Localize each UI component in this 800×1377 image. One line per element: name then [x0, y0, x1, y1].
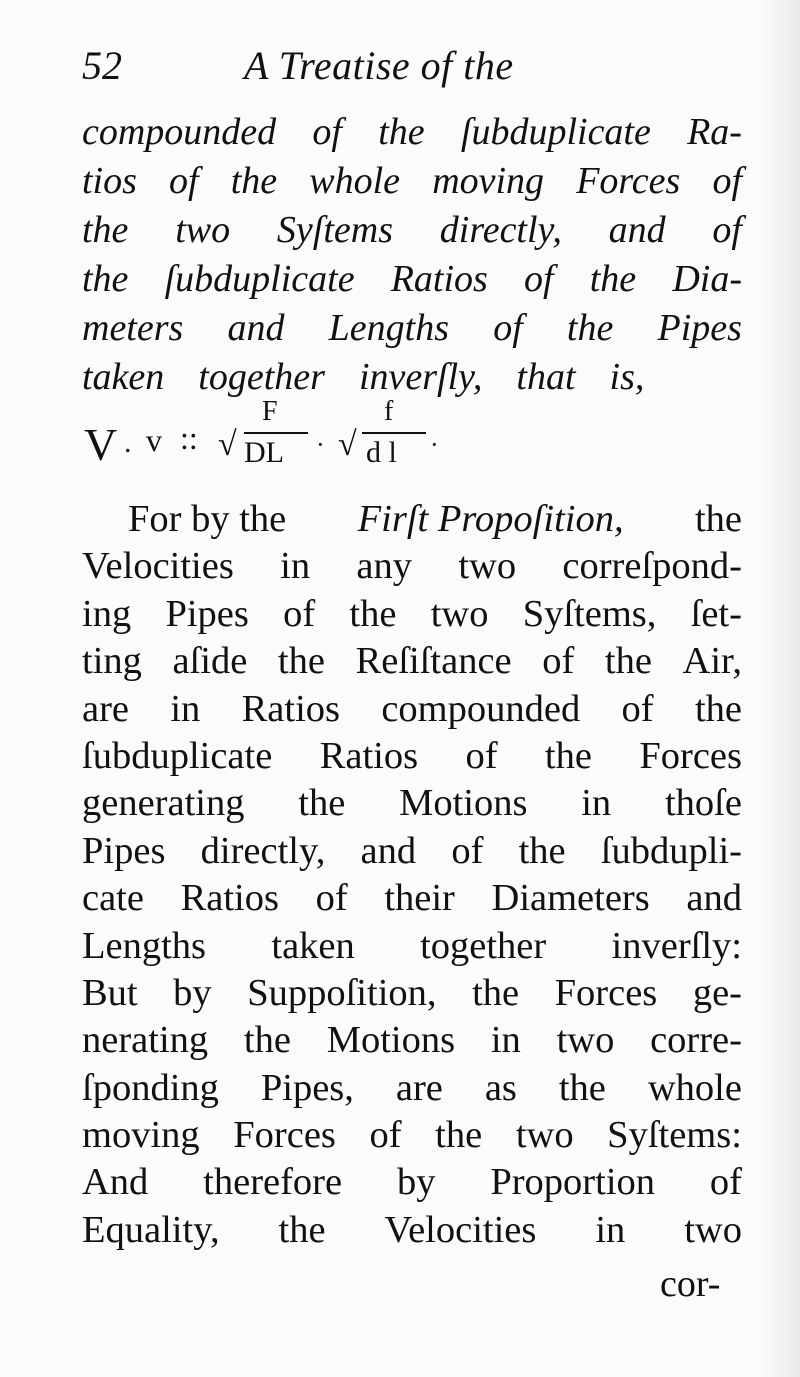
paragraph-line — [82, 875, 742, 922]
word: nerating — [82, 1019, 209, 1062]
word: the — [518, 829, 566, 872]
word: ſubduplicate — [460, 111, 651, 153]
word: of — [524, 258, 554, 300]
paragraph-line — [82, 1065, 742, 1112]
word: of — [712, 160, 742, 202]
word: ing — [82, 592, 132, 635]
paragraph-line — [82, 638, 742, 685]
numerator-f: f — [384, 396, 394, 427]
word: Syſtems, — [522, 592, 657, 635]
word: directly, — [200, 829, 326, 872]
italic-line — [82, 108, 742, 157]
sqrt-symbol: √ — [218, 426, 237, 463]
word: taken — [82, 356, 165, 398]
word: ting — [82, 640, 142, 683]
formula-dot: . — [124, 426, 132, 459]
word: the — [82, 258, 129, 300]
fraction-bar — [244, 432, 308, 434]
word: in — [581, 782, 612, 825]
word: the — [277, 640, 325, 683]
word: Lengths — [82, 924, 207, 967]
paragraph-lines — [82, 543, 742, 1254]
formula — [84, 396, 504, 486]
word: the — [544, 734, 592, 777]
word: moving — [432, 160, 545, 202]
word: are — [82, 687, 129, 730]
word: Ratios — [241, 687, 341, 730]
word: two — [684, 1208, 742, 1251]
word: the — [435, 1114, 483, 1157]
word: inverſly, — [358, 356, 483, 398]
denominator-DL: DL — [244, 436, 284, 469]
paragraph-line — [82, 543, 742, 590]
word: the — [243, 1019, 291, 1062]
word: in — [280, 545, 311, 588]
text-run: the — [694, 498, 742, 540]
word: and — [360, 829, 417, 872]
word: of — [712, 209, 742, 251]
formula-dot: · — [316, 430, 325, 459]
word: two — [430, 592, 489, 635]
word: thoſe — [664, 782, 742, 825]
word: the — [278, 1208, 326, 1251]
italic-line — [82, 304, 742, 353]
paragraph-line — [82, 1207, 742, 1254]
word: therefore — [203, 1161, 343, 1204]
word: that — [516, 356, 576, 398]
word: compounded — [381, 687, 581, 730]
word: the — [82, 209, 129, 251]
word: Motions — [326, 1019, 456, 1062]
word: Dia- — [672, 258, 742, 300]
catchword: cor- — [660, 1263, 721, 1305]
word: And — [82, 1161, 149, 1204]
word: by — [396, 1161, 436, 1204]
paragraph-line — [82, 591, 742, 638]
word: Proportion — [490, 1161, 656, 1204]
numerator-F: F — [262, 396, 278, 427]
word: Pipes, — [260, 1066, 354, 1109]
word: ſet- — [690, 592, 742, 635]
word: of — [451, 829, 484, 872]
formula-dot: · — [430, 430, 439, 459]
italic-line — [82, 353, 742, 402]
word: the — [472, 971, 520, 1014]
word: Ratios — [390, 258, 488, 300]
word: of — [283, 592, 316, 635]
word: together — [420, 924, 547, 967]
italic-line — [82, 255, 742, 304]
word: and — [608, 209, 666, 251]
running-title: A Treatise of the — [244, 43, 514, 88]
formula-V: V — [84, 419, 118, 470]
word: Syſtems — [276, 209, 393, 251]
paragraph-line — [82, 1017, 742, 1064]
word: ſubduplicate — [82, 734, 273, 777]
word: as — [484, 1066, 517, 1109]
word: Suppoſition, — [247, 971, 437, 1014]
word: moving — [82, 1114, 200, 1157]
word: of — [465, 734, 498, 777]
fraction-bar — [362, 432, 426, 434]
word: Reſiſtance — [355, 640, 512, 683]
word: by — [173, 971, 212, 1014]
word: Forces — [576, 160, 681, 202]
word: aſide — [172, 640, 248, 683]
word: But — [82, 971, 138, 1014]
paragraph-line — [82, 733, 742, 780]
word: taken — [271, 924, 355, 967]
word: tios — [82, 160, 137, 202]
word: and — [686, 877, 742, 920]
page-header — [82, 42, 742, 92]
word: ſubdupli- — [600, 829, 742, 872]
formula-v: v — [146, 422, 162, 458]
word: their — [384, 877, 455, 920]
word: generating — [82, 782, 245, 825]
denominator-dl: d l — [366, 436, 397, 469]
word: Forces — [554, 971, 658, 1014]
word: Forces — [233, 1114, 336, 1157]
word: Velocities — [384, 1208, 537, 1251]
paragraph-line — [82, 1112, 742, 1159]
page-edge-shadow — [760, 0, 800, 1377]
word: in — [490, 1019, 521, 1062]
word: of — [312, 111, 342, 153]
word: are — [395, 1066, 443, 1109]
word: the — [566, 307, 614, 349]
word: two — [556, 1019, 615, 1062]
word: inverſly: — [611, 924, 742, 967]
word: of — [493, 307, 523, 349]
paragraph-line — [82, 970, 742, 1017]
word: Ratios — [180, 877, 279, 920]
text-run: For by the — [128, 498, 287, 540]
word: Ra- — [687, 111, 742, 153]
paragraph-line — [82, 1159, 742, 1206]
word: any — [356, 545, 412, 588]
paragraph-line — [82, 686, 742, 733]
word: two — [515, 1114, 574, 1157]
word: meters — [82, 307, 184, 349]
word: ſponding — [82, 1066, 219, 1109]
word: cate — [82, 877, 144, 920]
body-paragraph — [82, 496, 742, 1254]
word: of — [542, 640, 575, 683]
word: and — [227, 307, 285, 349]
word: Pipes — [82, 829, 166, 872]
word: Motions — [399, 782, 528, 825]
word: the — [604, 640, 652, 683]
word: Pipes — [165, 592, 249, 635]
paragraph-line — [82, 496, 742, 543]
word: ſubduplicate — [164, 258, 355, 300]
page-number: 52 — [82, 43, 122, 88]
word: corre- — [650, 1019, 742, 1062]
word: two — [458, 545, 517, 588]
word: Air, — [682, 640, 742, 683]
word: compounded — [82, 111, 277, 153]
word: Velocities — [82, 545, 234, 588]
word: Forces — [639, 734, 742, 777]
paragraph-line — [82, 923, 742, 970]
word: the — [694, 687, 742, 730]
word: the — [558, 1066, 606, 1109]
word: together — [198, 356, 325, 398]
word: two — [175, 209, 231, 251]
word: in — [170, 687, 201, 730]
word: correſpond- — [562, 545, 742, 588]
italic-line — [82, 157, 742, 206]
word: Ratios — [319, 734, 419, 777]
formula-colons: :: — [180, 420, 198, 456]
sqrt-symbol: √ — [338, 426, 357, 463]
text-run-italic: Firſt Propoſition, — [357, 498, 624, 540]
word: Syſtems: — [607, 1114, 742, 1157]
word: of — [169, 160, 199, 202]
word: the — [298, 782, 346, 825]
word: directly, — [439, 209, 562, 251]
word: Lengths — [328, 307, 450, 349]
word: the — [589, 258, 637, 300]
word: whole — [647, 1066, 742, 1109]
paragraph-line — [82, 780, 742, 827]
word: whole — [309, 160, 401, 202]
word: of — [369, 1114, 402, 1157]
word: ge- — [692, 971, 742, 1014]
italic-passage — [82, 108, 742, 402]
word: the — [378, 111, 425, 153]
word: of — [315, 877, 348, 920]
word: Equality, — [82, 1208, 220, 1251]
word: in — [595, 1208, 626, 1251]
word: Diameters — [491, 877, 650, 920]
word: of — [709, 1161, 742, 1204]
word: is, — [609, 356, 645, 398]
word: the — [230, 160, 278, 202]
italic-line — [82, 206, 742, 255]
word: the — [349, 592, 397, 635]
word: of — [621, 687, 654, 730]
word: Pipes — [657, 307, 742, 349]
paragraph-line — [82, 828, 742, 875]
